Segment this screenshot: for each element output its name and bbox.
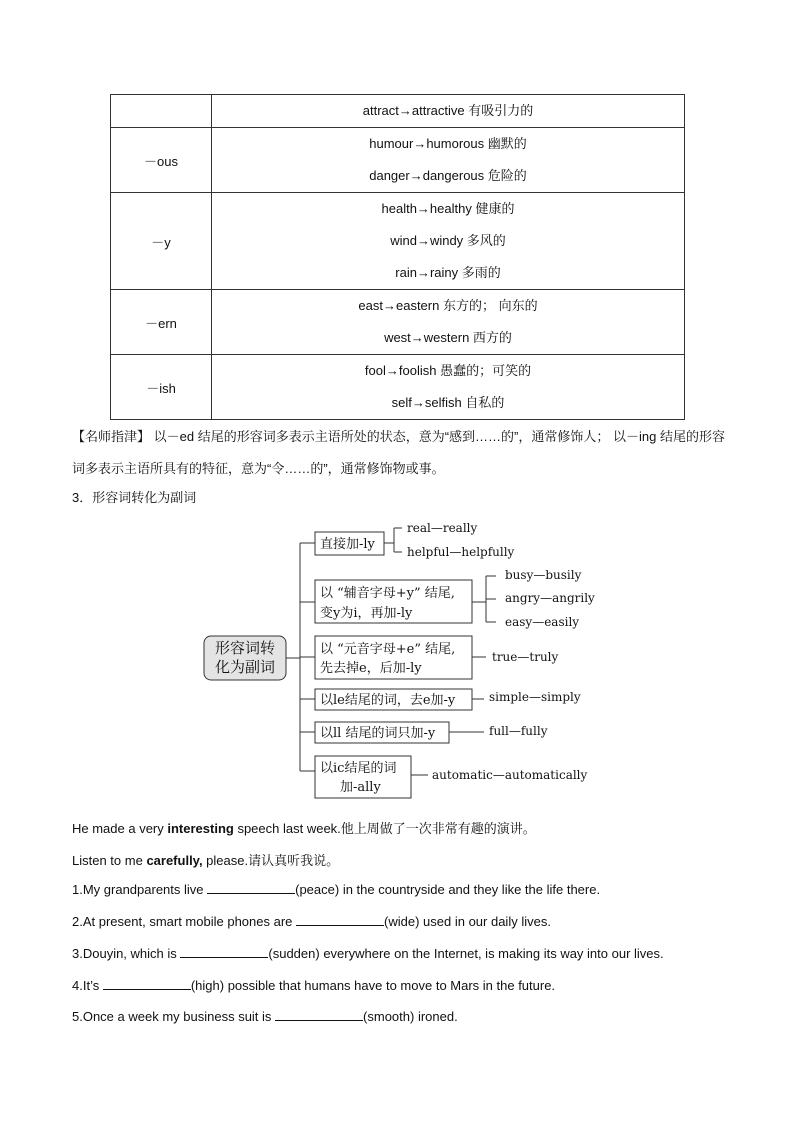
example-line: health→healthy 健康的 (381, 201, 515, 216)
example-line: east→eastern 东方的； 向东的 (358, 298, 538, 313)
sentence-bold: interesting (167, 821, 234, 836)
exercise-hint: (wide) (384, 914, 420, 929)
section-title: 3．形容词转化为副词 (72, 490, 197, 505)
example-text: full—fully (489, 724, 548, 738)
exercise-item (72, 913, 551, 929)
suffix-cell: －ous (111, 128, 212, 193)
exercise-text: 2.At present, smart mobile phones are (72, 914, 297, 929)
example-text: busy—busily (505, 568, 582, 582)
exercise-text: possible that humans have to move to Mars in the future. (224, 978, 556, 993)
example-line: attract→attractive 有吸引力的 (362, 103, 534, 118)
exercise-text: 5.Once a week my business suit is (72, 1009, 276, 1024)
example-text: real—really (407, 521, 478, 535)
exercise-hint: (high) (190, 978, 225, 993)
suffix-cell: －ern (111, 290, 212, 355)
sentence-part: speech last week.他上周做了一次非常有趣的演讲。 (233, 821, 536, 836)
rule-text: 先去掉e，后加-ly (320, 661, 422, 676)
tip-label: 【名师指津】 (72, 429, 151, 444)
rule-text: 以 “元音字母+e” 结尾, (320, 642, 456, 657)
exercise-hint: (peace) (295, 882, 340, 897)
example-line: humour→humorous 幽默的 (369, 136, 527, 151)
rule-text: 加-ally (340, 780, 381, 795)
exercise-text: ironed. (414, 1009, 458, 1024)
exercise-hint: (smooth) (363, 1009, 415, 1024)
exercise-text: used in our daily lives. (419, 914, 551, 929)
sentence-bold: carefully, (146, 853, 203, 868)
example-text: helpful—helpfully (407, 545, 515, 559)
exercise-item (72, 881, 600, 897)
example-line: rain→rainy 多雨的 (395, 265, 501, 280)
tip-text: 以－ed 结尾的形容词多表示主语所处的状态，意为“感到……的”，通常修饰人； 以－ing 结尾的形容词多表示主语所具有的特征，意为“令……的”，通常修饰物或事。 (72, 429, 725, 476)
exercise-hint: (sudden) (268, 946, 320, 961)
suffix-cell: －ish (111, 355, 212, 420)
exercise-item (72, 977, 555, 993)
sentence-part: He made a very (72, 821, 168, 836)
example-text: angry—angrily (505, 591, 595, 605)
root-text: 形容词转 (214, 639, 276, 657)
exercise-item (72, 1008, 458, 1024)
root-text: 化为副词 (214, 658, 276, 676)
rule-text: 变y为i，再加-ly (320, 606, 413, 621)
sentence-part: Listen to me (72, 853, 147, 868)
example-text: easy—easily (505, 615, 580, 629)
exercise-text: everywhere on the Internet, is making its way into our lives. (319, 946, 664, 961)
exercise-text: 4.It’s (72, 978, 103, 993)
exercise-item (72, 945, 664, 961)
example-text: simple—simply (489, 690, 581, 704)
exercise-text: in the countryside and they like the life there. (339, 882, 601, 897)
rule-text: 直接加-ly (320, 537, 375, 552)
example-line: fool→foolish 愚蠢的；可笑的 (364, 363, 532, 378)
rule-text: 以le结尾的词，去e加-y (320, 693, 456, 708)
example-line: self→selfish 自私的 (391, 395, 505, 410)
example-sentence (72, 850, 339, 869)
exercise-text: 1.My grandparents live (72, 882, 208, 897)
answer-blank[interactable] (296, 913, 384, 926)
example-text: automatic—automatically (432, 768, 588, 782)
answer-blank[interactable] (207, 881, 295, 894)
answer-blank[interactable] (275, 1008, 363, 1021)
rule-text: 以ic结尾的词 (320, 761, 397, 776)
example-line: danger→dangerous 危险的 (369, 168, 527, 183)
example-line: wind→windy 多风的 (390, 233, 506, 248)
answer-blank[interactable] (180, 945, 268, 958)
example-sentence (72, 818, 536, 837)
answer-blank[interactable] (103, 977, 191, 990)
exercise-text: 3.Douyin, which is (72, 946, 181, 961)
example-text: true—truly (492, 650, 559, 664)
example-line: west→western 西方的 (384, 330, 512, 345)
rule-text: 以ll 结尾的词只加-y (320, 726, 436, 741)
rule-text: 以 “辅音字母+y” 结尾, (320, 586, 455, 601)
suffix-cell: －y (111, 193, 212, 290)
sentence-part: please.请认真听我说。 (202, 853, 340, 868)
